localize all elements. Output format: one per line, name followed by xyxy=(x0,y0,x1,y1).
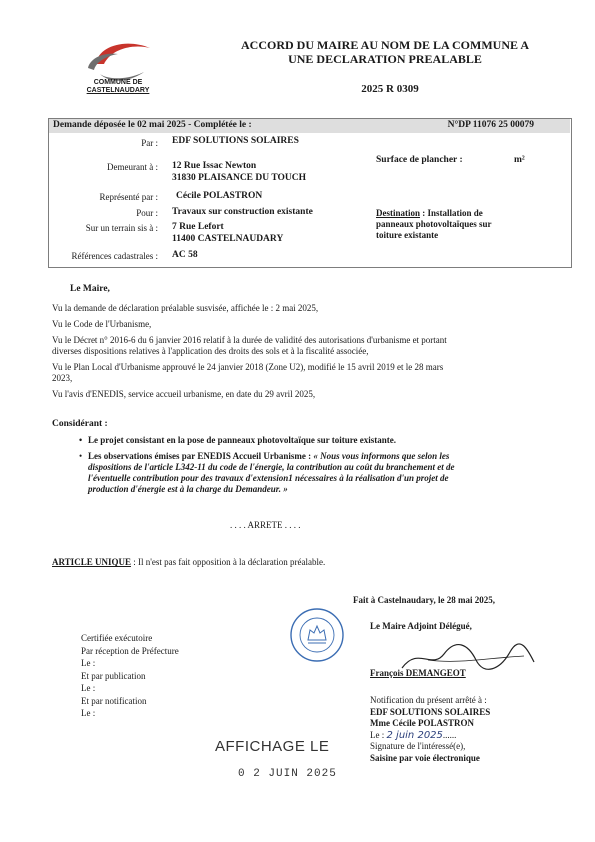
bullet-enedis-line4: production d'énergie est à la charge du Demandeur. » xyxy=(88,484,288,494)
vu-decret-line1: Vu le Décret n° 2016-6 du 6 janvier 2016 relatif à la durée de validité des autorisations d'urbanisme et portant xyxy=(52,335,447,345)
affichage-label: AFFICHAGE LE xyxy=(215,738,330,755)
document-title xyxy=(200,38,570,66)
notification-saisine: Saisine par voie électronique xyxy=(370,752,480,763)
bullet-enedis-line2: dispositions de l'article L342-11 du code de l'énergie, la contribution au coût du branchement et de xyxy=(88,462,455,472)
title-line1: ACCORD DU MAIRE AU NOM DE LA COMMUNE A xyxy=(241,38,529,52)
article-label: ARTICLE UNIQUE xyxy=(52,557,131,567)
destination-label: Destination xyxy=(376,208,421,218)
town-seal-icon xyxy=(288,606,346,664)
affichage-date: 0 2 JUIN 2025 xyxy=(238,768,337,780)
cadastre-value: AC 58 xyxy=(172,250,198,260)
vu-demande: Vu la demande de déclaration préalable susvisée, affichée le : 2 mai 2025, xyxy=(52,303,319,313)
vu-enedis: Vu l'avis d'ENEDIS, service accueil urbanisme, en date du 29 avril 2025, xyxy=(52,389,316,399)
certifie-line6: Et par notification xyxy=(81,695,147,706)
notification-date-prefix: Le : xyxy=(370,729,385,740)
par-label: Par : xyxy=(141,138,158,148)
vu-plu-line2: 2023, xyxy=(52,373,73,383)
demeurant-label: Demeurant à : xyxy=(107,162,158,172)
deposit-date: Demande déposée le 02 mai 2025 - Complétée le : xyxy=(53,120,252,130)
bullet-enedis-line1: « Nous vous informons que selon les xyxy=(311,451,450,461)
vu-plu-line1: Vu le Plan Local d'Urbanisme approuvé le 24 janvier 2018 (Zone U2), modifié le 15 avril 2019 et le 28 mars xyxy=(52,362,444,372)
title-line2: UNE DECLARATION PREALABLE xyxy=(288,52,482,66)
certifie-line1: Certifiée exécutoire xyxy=(81,633,153,643)
certifie-line3: Le : xyxy=(81,658,96,668)
terrain-line1: 7 Rue Lefort xyxy=(172,222,224,232)
dp-number: N°DP 11076 25 00079 xyxy=(447,120,534,130)
notification-recipient: EDF SOLUTIONS SOLAIRES xyxy=(370,706,491,717)
vu-plu xyxy=(52,362,562,384)
notification-date-suffix: ...... xyxy=(442,729,457,740)
request-box-header xyxy=(49,119,570,133)
pour-label: Pour : xyxy=(136,208,158,218)
logo-caption-line1: COMMUNE DE xyxy=(93,79,143,86)
notification-date-line xyxy=(370,730,490,742)
vu-decret-line2: diverses dispositions relatives à l'application des droits des sols et à la fiscalité associée, xyxy=(52,346,369,356)
certifie-line7: Le : xyxy=(81,708,96,718)
terrain-line2: 11400 CASTELNAUDARY xyxy=(172,234,284,244)
bullet-enedis-bold: Les observations émises par ENEDIS Accueil Urbanisme : xyxy=(88,451,312,461)
notification-person: Mme Cécile POLASTRON xyxy=(370,718,474,728)
certifie-line2: Par réception de Préfecture xyxy=(81,645,179,656)
reference-number: 2025 R 0309 xyxy=(361,83,419,95)
bullet-projet-text: Le projet consistant en la pose de panneaux photovoltaïque sur toiture existante. xyxy=(88,435,397,445)
considerant-heading: Considérant : xyxy=(52,419,108,429)
notification-line1: Notification du présent arrêté à : xyxy=(370,695,487,705)
destination-line2: panneaux photovoltaïques sur xyxy=(376,219,492,229)
surface-unit: m² xyxy=(514,155,525,165)
destination-line3: toiture existante xyxy=(376,230,439,240)
surface-label: Surface de plancher : xyxy=(376,155,463,165)
le-maire: Le Maire, xyxy=(70,284,110,294)
fait-a: Fait à Castelnaudary, le 28 mai 2025, xyxy=(353,595,495,605)
logo-caption-line2: CASTELNAUDARY xyxy=(86,87,150,94)
represente-label: Représenté par : xyxy=(99,192,158,202)
demeurant-line2: 31830 PLAISANCE DU TOUCH xyxy=(172,173,306,183)
bullet-enedis xyxy=(79,451,562,495)
terrain-label: Sur un terrain sis à : xyxy=(85,223,158,233)
bullet-icon: • xyxy=(79,435,83,445)
certifie-line5: Le : xyxy=(81,683,96,693)
article-text: : Il n'est pas fait opposition à la déclaration préalable. xyxy=(130,557,326,567)
destination-block xyxy=(376,208,526,241)
destination-line1: : Installation de xyxy=(420,208,483,218)
represente-value: Cécile POLASTRON xyxy=(176,191,263,201)
certifie-block xyxy=(81,632,179,720)
signature-role: Le Maire Adjoint Délégué, xyxy=(370,621,472,631)
pour-value: Travaux sur construction existante xyxy=(172,207,313,217)
bullet-icon: • xyxy=(79,451,83,461)
par-value: EDF SOLUTIONS SOLAIRES xyxy=(172,136,299,146)
demeurant-line1: 12 Rue Issac Newton xyxy=(172,161,257,171)
vu-code: Vu le Code de l'Urbanisme, xyxy=(52,319,152,329)
arrete-heading: . . . . ARRETE . . . . xyxy=(230,520,301,530)
article-unique xyxy=(52,557,562,568)
bullet-enedis-line3: l'éventuelle contribution pour des travaux d'extension1 nécessaires à la réalisation d'un projet de xyxy=(88,473,449,483)
vu-decret xyxy=(52,335,562,357)
notification-block xyxy=(370,695,490,764)
cadastre-label: Références cadastrales : xyxy=(71,251,158,261)
notification-handwritten-date: 2 juin 2025 xyxy=(386,729,443,741)
notification-signature-label: Signature de l'intéressé(e), xyxy=(370,741,466,751)
certifie-line4: Et par publication xyxy=(81,670,146,681)
bullet-projet xyxy=(79,435,578,446)
logo-caption xyxy=(72,79,164,95)
signatory-name: François DEMANGEOT xyxy=(370,668,466,678)
